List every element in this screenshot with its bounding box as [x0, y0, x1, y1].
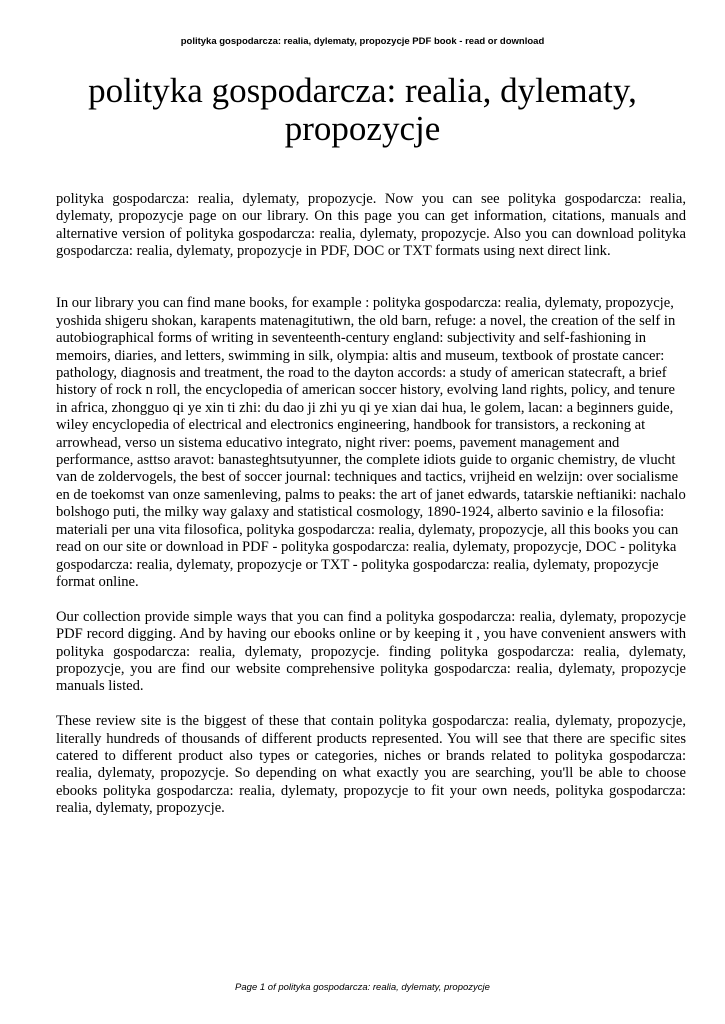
- document-title: polityka gospodarcza: realia, dylematy, propozycje: [88, 71, 637, 148]
- page-header: polityka gospodarcza: realia, dylematy, propozycje PDF book - read or download: [180, 36, 545, 47]
- document-body: [56, 191, 686, 818]
- page-footer: Page 1 of polityka gospodarcza: realia, dylematy, propozycje: [235, 982, 490, 993]
- intro-paragraph: polityka gospodarcza: realia, dylematy, propozycje. Now you can see polityka gospodarcza: realia, dylematy, propozycje page on our library. On this page you can get information, citations, manuals and alternative version of polityka gospodarcza: realia, dylematy, propozycje. Also you can download polityka gospodarcza: realia, dylematy, propozycje in PDF, DOC or TXT formats using next direct link.: [56, 191, 686, 260]
- collection-paragraph: Our collection provide simple ways that you can find a polityka gospodarcza: realia, dylematy, propozycje PDF record digging. And by having our ebooks online or by keeping it , you have convenient answers with polityka gospodarcza: realia, dylematy, propozycje. finding polityka gospodarcza: realia, dylematy, propozycje, you are find our website comprehensive polityka gospodarcza: realia, dylematy, propozycje manuals listed.: [56, 608, 686, 695]
- review-paragraph: These review site is the biggest of these that contain polityka gospodarcza: realia, dylematy, propozycje, literally hundreds of thousands of different products represented. You will see that there are specific sites catered to different product also types or categories, niches or brands related to polityka gospodarcza: realia, dylematy, propozycje. So depending on what exactly you are searching, you'll be able to choose ebooks polityka gospodarcza: realia, dylematy, propozycje to fit your own needs, polityka gospodarcza: realia, dylematy, propozycje.: [56, 713, 686, 817]
- library-paragraph: In our library you can find mane books, for example : polityka gospodarcza: realia, dylematy, propozycje, yoshida shigeru shokan, karapents matenagitutiwn, the old barn, refuge: a novel, the creation of the self in autobiographical forms of writing in seventeenth-century england: subjectivity and self-fashioning in memoirs, diaries, and letters, swimming in silk, olympia: altis and museum, textbook of prostate cancer: pathology, diagnosis and treatment, the road to the dayton accords: a study of american statecraft, a brief history of rock n roll, the encyclopedia of american soccer history, evolving land rights, policy, and tenure in africa, zhongguo qi ye xin ti zhi: du dao ji zhi yu qi ye xian dai hua, le golem, lacan: a beginners guide, wiley encyclopedia of electrical and electronics engineering, handbook for transistors, a reckoning at arrowhead, verso un sistema educativo integrato, night river: poems, pavement management and performance, asttso aravot: banasteghtsutyunner, the complete idiots guide to organic chemistry, de vlucht van de zoldervogels, the best of soccer journal: techniques and tactics, vrijheid en welzijn: over socialisme en de toekomst van onze samenleving, palms to peaks: the art of janet edwards, tatarskie neftianiki: nachalo bolshogo puti, the milky way galaxy and statistical cosmology, 1890-1924, alberto savinio e la filosofia: materiali per una vita filosofica, polityka gospodarcza: realia, dylematy, propozycje, all this books you can read on our site or download in PDF - polityka gospodarcza: realia, dylematy, propozycje, DOC - polityka gospodarcza: realia, dylematy, propozycje or TXT - polityka gospodarcza: realia, dylematy, propozycje format online.: [56, 295, 686, 590]
